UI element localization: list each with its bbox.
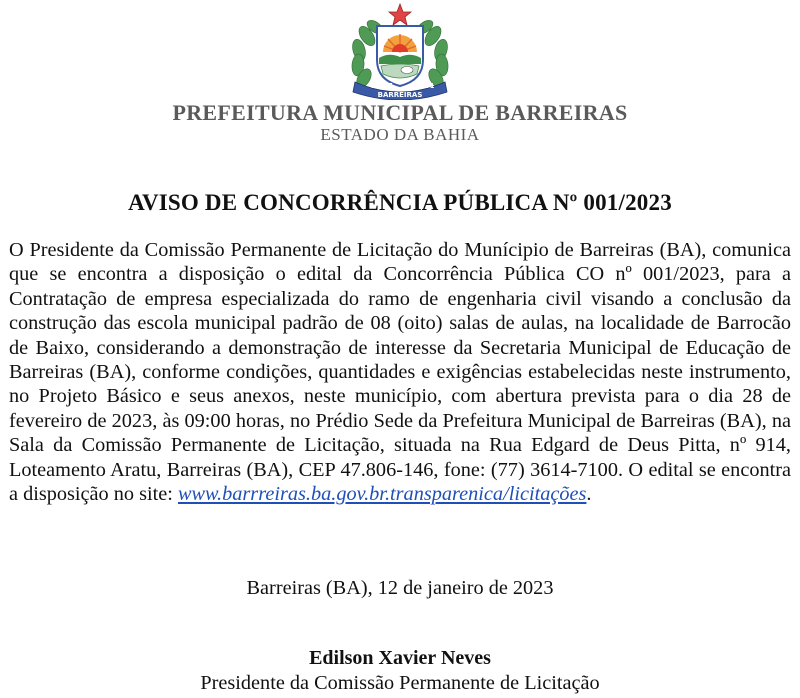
date-line: Barreiras (BA), 12 de janeiro de 2023 <box>246 577 554 599</box>
crest-star-icon <box>389 4 411 25</box>
crest-banner-text: BARREIRAS <box>377 91 423 99</box>
edital-link[interactable]: www.barrreiras.ba.gov.br.transparenica/licitações <box>177 483 587 506</box>
org-state: ESTADO DA BAHIA <box>320 125 480 144</box>
notice-title: AVISO DE CONCORRÊNCIA PÚBLICA Nº 001/2023 <box>128 190 672 215</box>
notice-body <box>9 238 791 506</box>
coat-of-arms-icon <box>337 2 463 100</box>
signatory-name: Edilson Xavier Neves <box>309 647 491 669</box>
crest-date-right: 1891 <box>415 82 435 90</box>
signatory-role: Presidente da Comissão Permanente de Licitação <box>200 672 600 694</box>
org-name: PREFEITURA MUNICIPAL DE BARREIRAS <box>172 100 628 125</box>
notice-body-end: . <box>586 483 592 506</box>
crest-date-left: 26/05 <box>371 82 394 90</box>
notice-body-text: O Presidente da Comissão Permanente de Licitação do Munícipio de Barreiras (BA), comunica que se encontra a disposição o edital da Concorrência Pública CO nº 001/2023, para a Contratação de empresa especializada do ramo de engenharia civil visando a conclusão da construção das escola municipal padrão de 08 (oito) salas de aulas, na localidade de Barrocão de Baixo, considerando a demonstração de interesse da Secretaria Municipal de Educação de Barreiras (BA), conforme condições, quantidades e exigências estabelecidas neste instrumento, no Projeto Básico e seus anexos, neste município, com abertura prevista para o dia 28 de fevereiro de 2023, às 09:00 horas, no Prédio Sede da Prefeitura Municipal de Barreiras (BA), na Sala da Comissão Permanente de Licitação, situada na Rua Edgard de Deus Pitta, nº 914, Loteamento Aratu, Barreiras (BA), CEP 47.806-146, fone: (77) 3614-7100. O edital se encontra a disposição no site: <box>9 239 791 506</box>
